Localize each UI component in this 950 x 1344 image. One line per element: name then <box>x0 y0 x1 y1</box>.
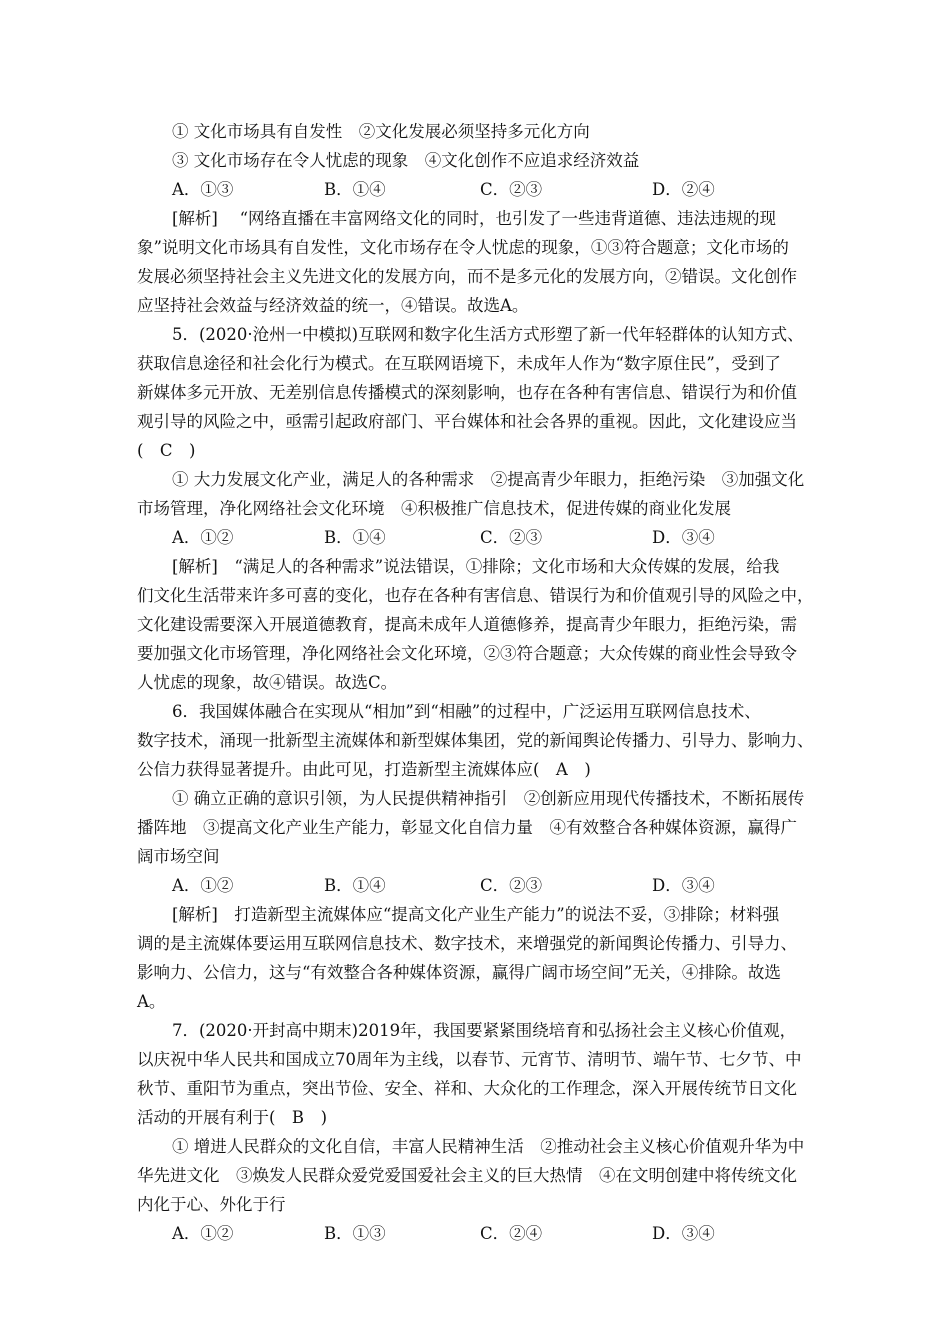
q7-stem-line-1: 7．(2020·开封高中期末)2019年，我国要紧紧围绕培育和弘扬社会主义核心价值观， <box>172 1021 797 1040</box>
q7-option-c: C．②④ <box>480 1224 543 1243</box>
q7-stem-line-3: 秋节、重阳节为重点，突出节俭、安全、祥和、大众化的工作理念，深入开展传统节日文化 <box>137 1079 797 1098</box>
q4-option-a: A．①③ <box>172 180 234 199</box>
q5-analysis-line-3: 文化建设需要深入开展道德教育，提高未成年人道德修养，提高青少年眼力，拒绝污染，需 <box>137 615 797 634</box>
q7-option-d: D．③④ <box>652 1224 715 1243</box>
q7-stem-line-2: 以庆祝中华人民共和国成立70周年为主线，以春节、元宵节、清明节、端午节、七夕节、中 <box>137 1050 802 1069</box>
q6-analysis-line-3: 影响力、公信力，这与“有效整合各种媒体资源，赢得广阔市场空间”无关，④排除。故选 <box>137 963 781 982</box>
q5-analysis-line-2: 们文化生活带来许多可喜的变化，也存在各种有害信息、错误行为和价值观引导的风险之中， <box>137 586 814 605</box>
q5-option-c: C．②③ <box>480 528 543 547</box>
q4-option-d: D．②④ <box>652 180 715 199</box>
q6-stem-line-1: 6．我国媒体融合在实现从“相加”到“相融”的过程中，广泛运用互联网信息技术、 <box>172 702 761 721</box>
q6-option-b: B．①④ <box>324 876 386 895</box>
q4-choice-line-2: ③ 文化市场存在令人忧虑的现象 ④文化创作不应追求经济效益 <box>172 151 640 170</box>
q5-stem-line-3: 新媒体多元开放、无差别信息传播模式的深刻影响，也存在各种有害信息、错误行为和价值 <box>137 383 797 402</box>
q6-analysis-line-1: [解析] 打造新型主流媒体应“提高文化产业生产能力”的说法不妥，③排除；材料强 <box>172 905 780 924</box>
q4-choice-line-1: ① 文化市场具有自发性 ②文化发展必须坚持多元化方向 <box>172 122 590 141</box>
q4-option-b: B．①④ <box>324 180 386 199</box>
q5-analysis-line-5: 人忧虑的现象，故④错误。故选C。 <box>137 673 398 692</box>
q5-analysis-line-4: 要加强文化市场管理，净化网络社会文化环境，②③符合题意；大众传媒的商业性会导致令 <box>137 644 797 663</box>
q5-choice-line-1: ① 大力发展文化产业，满足人的各种需求 ②提高青少年眼力，拒绝污染 ③加强文化 <box>172 470 805 489</box>
q6-analysis-line-2: 调的是主流媒体要运用互联网信息技术、数字技术，来增强党的新闻舆论传播力、引导力、 <box>137 934 797 953</box>
q7-choice-line-2: 华先进文化 ③焕发人民群众爱党爱国爱社会主义的巨大热情 ④在文明创建中将传统文化 <box>137 1166 797 1185</box>
q4-analysis-line-1: [解析] “网络直播在丰富网络文化的同时，也引发了一些违背道德、违法违规的现 <box>172 209 777 228</box>
q6-option-a: A．①② <box>172 876 234 895</box>
q6-analysis-line-4: A。 <box>137 992 166 1011</box>
q5-stem-line-4: 观引导的风险之中，亟需引起政府部门、平台媒体和社会各界的重视。因此，文化建设应当 <box>137 412 797 431</box>
q7-option-a: A．①② <box>172 1224 234 1243</box>
q6-option-d: D．③④ <box>652 876 715 895</box>
q7-stem-line-4: 活动的开展有利于( B ) <box>137 1108 327 1127</box>
q4-analysis-line-3: 发展必须坚持社会主义先进文化的发展方向，而不是多元化的发展方向，②错误。文化创作 <box>137 267 797 286</box>
q7-choice-line-3: 内化于心、外化于行 <box>137 1195 286 1214</box>
q5-option-b: B．①④ <box>324 528 386 547</box>
q4-analysis-line-4: 应坚持社会效益与经济效益的统一，④错误。故选A。 <box>137 296 529 315</box>
q5-choice-line-2: 市场管理，净化网络社会文化环境 ④积极推广信息技术，促进传媒的商业化发展 <box>137 499 731 518</box>
q5-answer: ( C ) <box>137 441 196 460</box>
q7-choice-line-1: ① 增进人民群众的文化自信，丰富人民精神生活 ②推动社会主义核心价值观升华为中 <box>172 1137 805 1156</box>
q4-option-c: C．②③ <box>480 180 543 199</box>
q7-option-b: B．①③ <box>324 1224 386 1243</box>
q5-analysis-line-1: [解析] “满足人的各种需求”说法错误，①排除；文化市场和大众传媒的发展，给我 <box>172 557 780 576</box>
q6-choice-line-1: ① 确立正确的意识引领，为人民提供精神指引 ②创新应用现代传播技术，不断拓展传 <box>172 789 805 808</box>
q6-stem-line-3: 公信力获得显著提升。由此可见，打造新型主流媒体应( A ) <box>137 760 591 779</box>
q5-stem-line-1: 5．(2020·沧州一中模拟)互联网和数字化生活方式形塑了新一代年轻群体的认知方式、 <box>172 325 804 344</box>
q6-stem-line-2: 数字技术，涌现一批新型主流媒体和新型媒体集团，党的新闻舆论传播力、引导力、影响力、 <box>137 731 814 750</box>
q5-stem-line-2: 获取信息途径和社会化行为模式。在互联网语境下，未成年人作为“数字原住民”，受到了 <box>137 354 781 373</box>
q6-choice-line-3: 阔市场空间 <box>137 847 220 866</box>
q6-choice-line-2: 播阵地 ③提高文化产业生产能力，彰显文化自信力量 ④有效整合各种媒体资源，赢得广 <box>137 818 797 837</box>
q5-option-d: D．③④ <box>652 528 715 547</box>
q5-option-a: A．①② <box>172 528 234 547</box>
q6-option-c: C．②③ <box>480 876 543 895</box>
q4-analysis-line-2: 象”说明文化市场具有自发性，文化市场存在令人忧虑的现象，①③符合题意；文化市场的 <box>137 238 789 257</box>
